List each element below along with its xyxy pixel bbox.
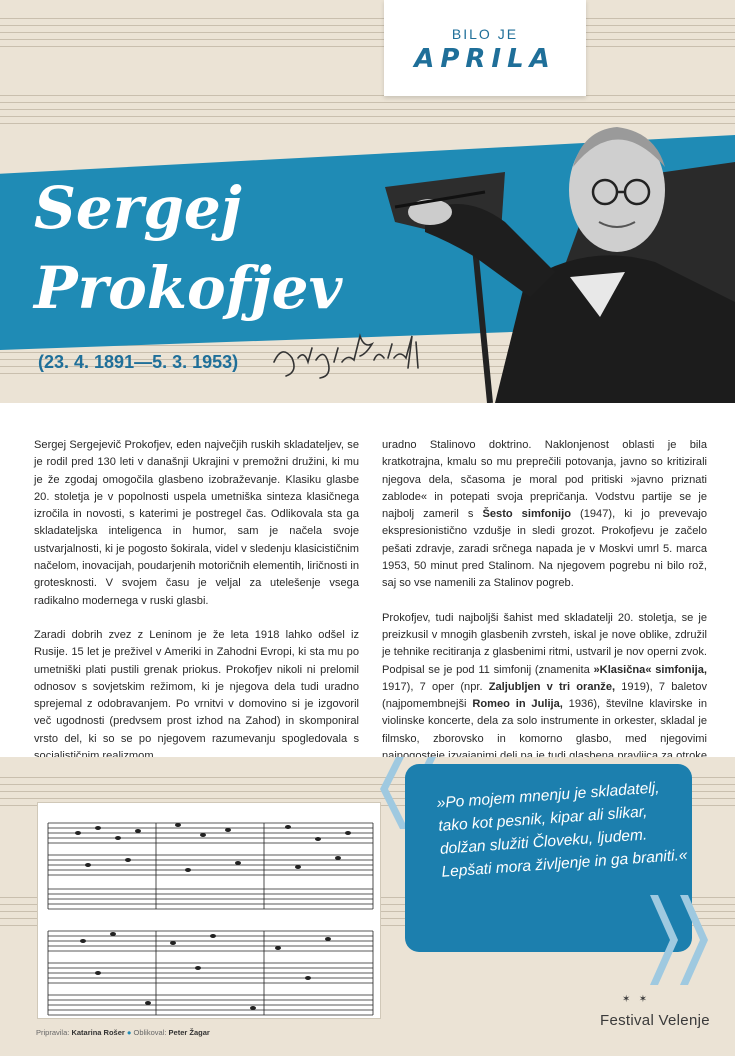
credit-name: Katarina Rošer (71, 1028, 125, 1037)
separator-dot-icon: ● (126, 1028, 132, 1037)
work-title: »Klasična« simfonija, (593, 663, 707, 676)
text-run: 1936), številne klavirske in violinske koncerte, dela za solo instrumente in orkester, skladal je filmsko, zborovsko in komorno glasbo, med njegovimi (382, 698, 707, 745)
music-staff-decoration (0, 18, 735, 52)
composer-quote: »Po mojem mnenju je skladatelj, tako kot pesnik, kipar ali slikar, dolžan služiti Človeku, ljudem. Lepšati mora življenje in ga braniti.« (436, 779, 689, 881)
credits-line (36, 1028, 210, 1037)
work-title: Romeo in Julija, (472, 698, 563, 711)
badge-line2: APRILA (414, 44, 556, 74)
credit-label: Pripravila: (36, 1028, 70, 1037)
badge-line1: BILO JE (451, 26, 519, 42)
header-section (0, 0, 735, 403)
credit-label: Oblikoval: (133, 1028, 167, 1037)
quote-close-chevrons-icon (640, 895, 712, 985)
text-run: 1917), 7 oper (npr. (382, 680, 489, 693)
festival-logo: Festival Velenje (600, 1012, 710, 1029)
paragraph: Zaradi dobrih zvez z Leninom je že leta 1918 lahko odšel iz Rusije. 15 let je preživel v Ameriki in Zahodni Evropi, ki sta mu po umetniški plati pustili grenak priokus. Prokofjev nikoli ni prelomil odnosov s sovjetskim režimom, ki je njegova dela tudi uradno sprejemal z odobravanjem. Po vrnitvi v domovino si je izgovoril več ugodnosti (predvsem prost izhod na Zahod) in skomponiral vrsto del, ki so se po njegovem razumevanju spogledovala s (34, 628, 359, 745)
work-title: Zaljubljen v tri oranže, (488, 680, 616, 693)
sheet-music-image (37, 802, 381, 1019)
life-dates: (23. 4. 1891—5. 3. 1953) (38, 352, 239, 372)
text-run: 1919), 7 baletov (najpomembnejši (382, 680, 707, 711)
text-run: (1947), ki jo prevevajo ekspresionistično vzdušje in sledi grozot. Prokofjevu je začelo pešati zdravje, zaradi srčnega napada je v Moskvi umrl 5. marca 1953, 50 minut pred Stalinom. Na njegovem pogrebu ni bilo rož, saj so vse namenili za Stalinov pogreb. (382, 508, 707, 590)
signature-image (268, 318, 428, 384)
work-title: Šesto simfonijo (482, 508, 571, 521)
footer-section (0, 757, 735, 1056)
logo-stars-icon: ✶ ✶ (622, 994, 648, 1005)
text-run: Prokofjev, tudi najboljši šahist med skladatelji 20. stoletja, se je preizkusil v mnogih glasbenih zvrsteh, iskal je nove oblike, združil je tehnike recitiranja z glasbenimi ritmi, ustvaril je nov operni zvok. Podpisal se je pod 11 simfonij (znamenita (382, 611, 707, 676)
paragraph: Sergej Sergejevič Prokofjev, eden največjih ruskih skladateljev, se je rodil pred 130 leti v današnji Ukrajini v premožni družini, ki mu je že zgodaj omogočila glasbeno izobraževanje. Klasiku glasbe 20. stoletja je v popolnosti uspela umetniška sinteza klasičnega izročila in novosti, s katerimi je postregel čas. Odlikovala sta ga skladateljska inteligenca in humor, sam je načela svoje ustvarjalnosti, ki je pogosto šokirala, videl v sledenju klasicističnim načelom, inovacijah, poudarjenih motoričnih elementih, liričnosti in grotesknosti. V svojem času je veljal za utelešenje vsega radikalno modernega v ruski glasbi. (34, 439, 359, 607)
article-left-column (34, 437, 359, 782)
title-last-name: Prokofjev (34, 254, 343, 322)
title-first-name: Sergej (34, 174, 242, 242)
text-run: uradno Stalinovo doktrino. Naklonjenost oblasti je bila kratkotrajna, kmalu so mu preprečili potovanja, javno so kritizirali njegova dela, sčasoma je moral pod pritiski »javno priznati zablode« in potepati svoja prepričanja. Vodstvu partije se je najbolj zameril s (382, 439, 707, 521)
article-right-column (382, 437, 707, 800)
paragraph (382, 437, 707, 593)
month-badge (384, 0, 586, 96)
credit-name: Peter Žagar (168, 1028, 210, 1037)
